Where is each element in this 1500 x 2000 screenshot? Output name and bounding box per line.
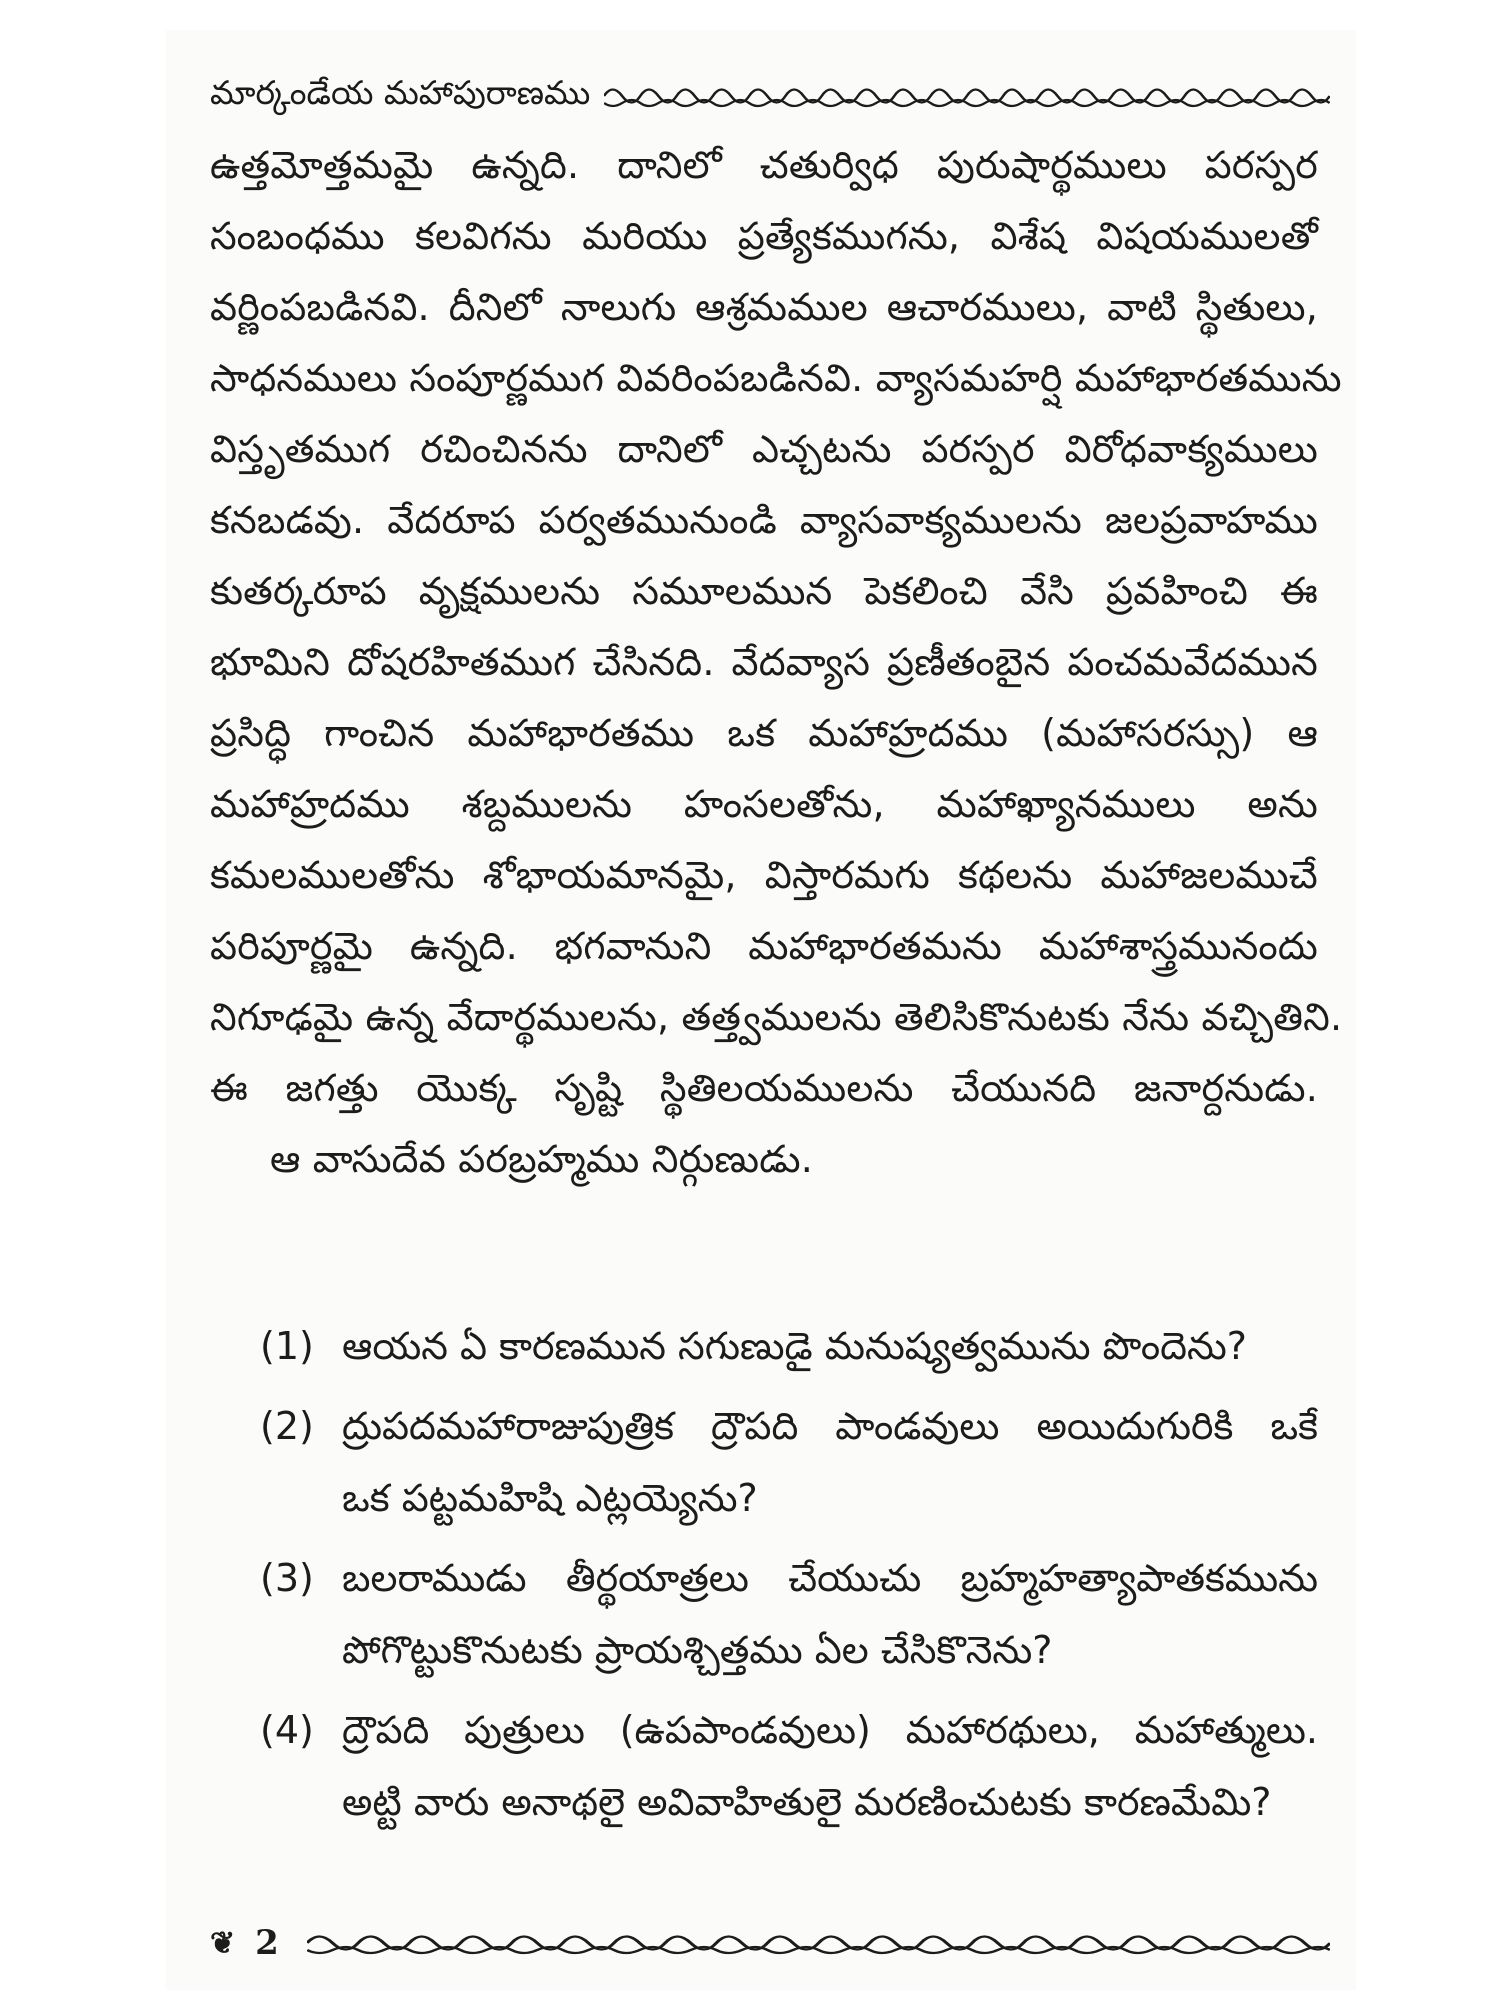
question-continuation: పోగొట్టుకొనుటకు ప్రాయశ్చిత్తము ఏల చేసికొనెను? <box>342 1628 1053 1672</box>
question-continuation: ఒక పట్టమహిషి ఎట్లయ్యెను? <box>342 1476 758 1520</box>
page-number: 2 <box>255 1923 279 1963</box>
question-number: (2) <box>260 1404 314 1448</box>
paragraph-line: సాధనములు సంపూర్ణముగ వివరింపబడినవి. వ్యాసమహర్షి మహాభారతమును <box>210 356 1342 400</box>
question-number: (1) <box>260 1324 314 1368</box>
paragraph-line: ఈ జగత్తు యొక్క సృష్టి స్థితిలయములను చేయునది జనార్దనుడు. <box>210 1066 1318 1110</box>
question-list <box>210 1310 1318 1846</box>
header-ornament-border <box>604 81 1330 111</box>
paragraph-line: కమలములతోను శోభాయమానమై, విస్తారమగు కథలను మహాజలముచే <box>210 853 1318 897</box>
paragraph-line: మహాహ్రదము శబ్దములను హంసలతోను, మహాఖ్యానములు అను <box>210 782 1318 826</box>
question-number: (4) <box>260 1708 314 1752</box>
question-text: ద్రుపదమహారాజుపుత్రిక ద్రౌపది పాండవులు అయిదుగురికి ఒకే <box>342 1404 1318 1448</box>
question-item <box>210 1542 1318 1686</box>
question-continuation: అట్టి వారు అనాథలై అవివాహితులై మరణించుటకు కారణమేమి? <box>342 1780 1272 1824</box>
running-title: మార్కండేయ మహాపురాణము <box>210 72 591 112</box>
paragraph-line: ప్రసిద్ధి గాంచిన మహాభారతము ఒక మహాహ్రదము (మహాసరస్సు) ఆ <box>210 711 1318 755</box>
question-text: ద్రౌపది పుత్రులు (ఉపపాండవులు) మహారథులు, మహాత్ములు. <box>342 1708 1318 1752</box>
paragraph-line: భూమిని దోషరహితముగ చేసినది. వేదవ్యాస ప్రణీతంబైన పంచమవేదమున <box>210 640 1318 684</box>
footer-ornament-icon: ❦ <box>210 1925 236 1961</box>
paragraph-line: సంబంధము కలవిగను మరియు ప్రత్యేకముగను, విశేష విషయములతో <box>210 214 1318 258</box>
question-text: ఆయన ఏ కారణమున సగుణుడై మనుష్యత్వమును పొందెను? <box>342 1324 1247 1368</box>
paragraph-line: పరిపూర్ణమై ఉన్నది. భగవానుని మహాభారతమను మహాశాస్త్రమునందు <box>210 924 1318 968</box>
paragraph-line: నిగూఢమై ఉన్న వేదార్థములను, తత్త్వములను తెలిసికొనుటకు నేను వచ్చితిని. <box>210 995 1343 1039</box>
paragraph-line: కనబడవు. వేదరూప పర్వతమునుండి వ్యాసవాక్యములను జలప్రవాహము <box>210 498 1318 542</box>
ornament-pattern-icon <box>604 81 1330 111</box>
question-item <box>210 1310 1318 1382</box>
question-number: (3) <box>260 1556 314 1600</box>
footer-ornament-border <box>307 1928 1330 1958</box>
page-footer <box>210 1918 1330 1968</box>
page-header <box>210 68 1330 124</box>
paragraph-line: ఉత్తమోత్తమమై ఉన్నది. దానిలో చతుర్విధ పురుషార్థములు పరస్పర <box>210 143 1318 187</box>
ornament-pattern-icon <box>307 1928 1330 1958</box>
paragraph-line: విస్తృతముగ రచించినను దానిలో ఎచ్చటను పరస్పర విరోధవాక్యములు <box>210 427 1318 471</box>
paragraph-line: వర్ణింపబడినవి. దీనిలో నాలుగు ఆశ్రమముల ఆచారములు, వాటి స్థితులు, <box>210 285 1318 329</box>
question-text: బలరాముడు తీర్థయాత్రలు చేయుచు బ్రహ్మహత్యాపాతకమును <box>342 1556 1318 1600</box>
paragraph-line: కుతర్కరూప వృక్షములను సమూలమున పెకలించి వేసి ప్రవహించి ఈ <box>210 569 1318 613</box>
intro-line: ఆ వాసుదేవ పరబ్రహ్మము నిర్గుణుడు. <box>270 1137 814 1181</box>
book-page <box>166 30 1356 1990</box>
question-item <box>210 1694 1318 1838</box>
main-paragraph <box>210 130 1343 1195</box>
question-item <box>210 1390 1318 1534</box>
